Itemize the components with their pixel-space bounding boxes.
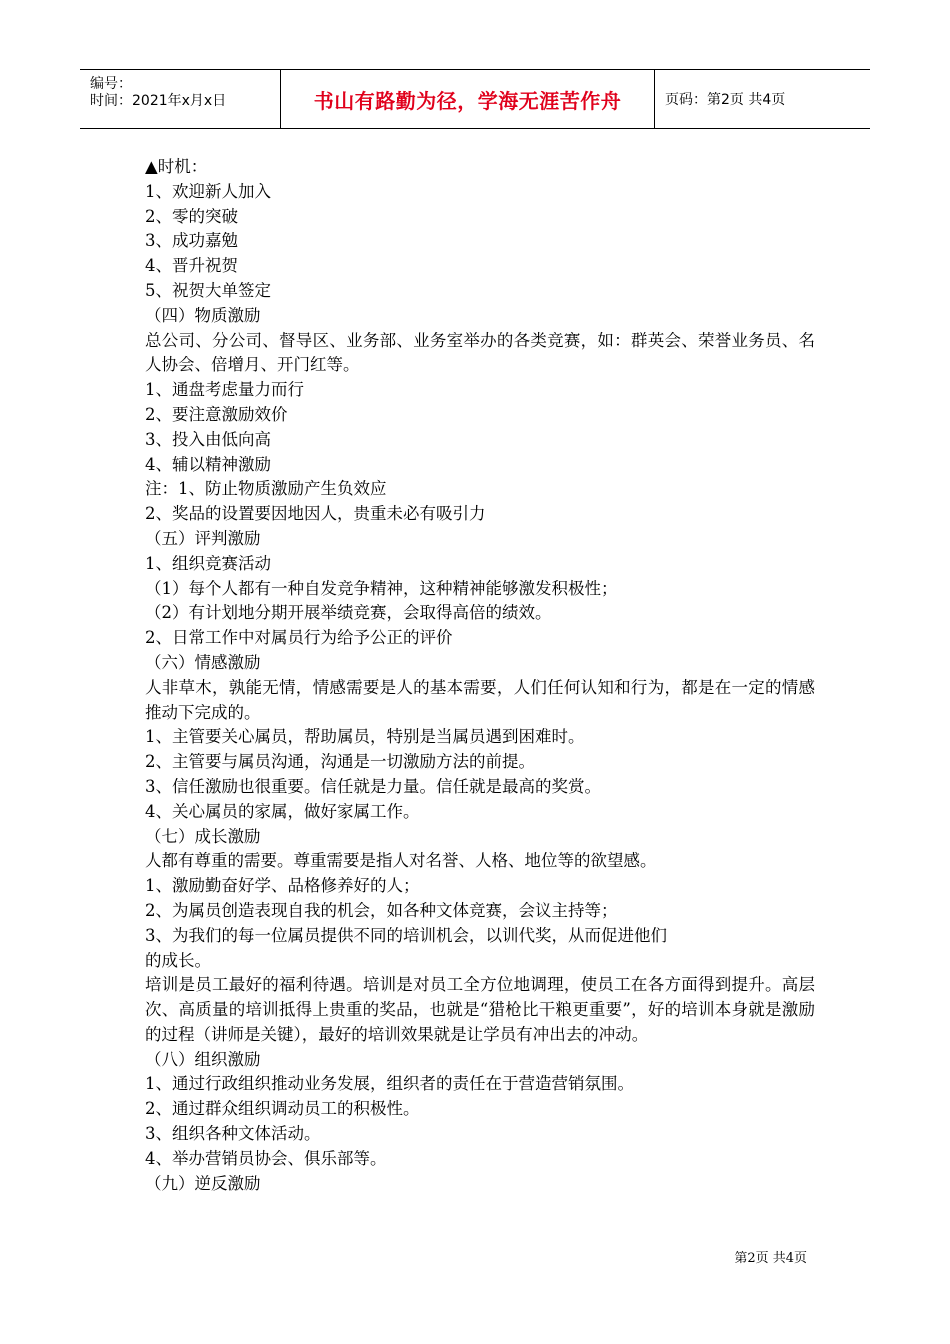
text-line: 1、通盘考虑量力而行 (145, 380, 304, 400)
text-line: 1、欢迎新人加入 (145, 181, 271, 201)
text-line: ▲时机： (145, 157, 208, 176)
section-heading: （九）逆反激励 (145, 1173, 261, 1193)
text-line: 1、通过行政组织推动业务发展，组织者的责任在于营造营销氛围。 (145, 1074, 634, 1094)
text-line: 2、为属员创造表现自我的机会，如各种文体竞赛，会议主持等； (145, 900, 618, 920)
header-meta (80, 70, 281, 128)
text-line: 2、零的突破 (145, 206, 238, 226)
section-heading: （八）组织激励 (145, 1049, 261, 1069)
section-heading: （六）情感激励 (145, 652, 261, 672)
text-line: 1、主管要关心属员，帮助属员，特别是当属员遇到困难时。 (145, 727, 585, 747)
text-line: 1、组织竞赛活动 (145, 553, 271, 573)
text-line: （1）每个人都有一种自发竞争精神，这种精神能够激发积极性； (145, 578, 618, 598)
text-line: 4、晋升祝贺 (145, 256, 238, 276)
paragraph: 总公司、分公司、督导区、业务部、业务室举办的各类竞赛，如：群英会、荣誉业务员、名人协会、倍增月、开门红等。 (145, 330, 815, 375)
code-label: 编号： (90, 76, 132, 92)
text-line: 2、要注意激励效价 (145, 404, 288, 424)
text-line: 人都有尊重的需要。尊重需要是指人对名誉、人格、地位等的欲望感。 (145, 851, 657, 871)
section-heading: （四）物质激励 (145, 305, 261, 325)
text-line: 2、主管要与属员沟通，沟通是一切激励方法的前提。 (145, 752, 535, 772)
text-line: 2、通过群众组织调动员工的积极性。 (145, 1099, 420, 1119)
text-line: 4、关心属员的家属，做好家属工作。 (145, 801, 420, 821)
section-heading: （七）成长激励 (145, 826, 261, 846)
text-line: （2）有计划地分期开展举绩竞赛，会取得高倍的绩效。 (145, 603, 552, 623)
text-line: 4、举办营销员协会、俱乐部等。 (145, 1148, 387, 1168)
paragraph: 人非草木，孰能无情，情感需要是人的基本需要，人们任何认知和行为，都是在一定的情感推动下完成的。 (145, 677, 815, 722)
page-footer: 第2页 共4页 (734, 1251, 807, 1266)
page-header (80, 69, 870, 129)
header-motto-cell (281, 70, 655, 128)
text-line: 3、投入由低向高 (145, 429, 271, 449)
header-page-cell (655, 70, 870, 128)
time-label: 时间：2021年x月x日 (90, 93, 227, 109)
document-body (145, 155, 815, 1196)
text-line: 2、日常工作中对属员行为给予公正的评价 (145, 628, 453, 648)
paragraph: 培训是员工最好的福利待遇。培训是对员工全方位地调理，使员工在各方面得到提升。高层次、高质量的培训抵得上贵重的奖品，也就是“猎枪比干粮更重要”，好的培训本身就是激励的过程（讲师是关键），最好的培训效果就是让学员有冲出去的冲动。 (145, 975, 815, 1044)
motto: 书山有路勤为径，学海无涯苦作舟 (313, 88, 622, 113)
text-line: 注：1、防止物质激励产生负效应 (145, 479, 387, 499)
text-line: 4、辅以精神激励 (145, 454, 271, 474)
text-line: 2、奖品的设置要因地因人，贵重未必有吸引力 (145, 504, 486, 524)
text-line: 3、组织各种文体活动。 (145, 1124, 321, 1144)
text-line: 3、为我们的每一位属员提供不同的培训机会，以训代奖，从而促进他们 (145, 925, 667, 945)
page-info: 页码：第2页 共4页 (665, 92, 786, 108)
text-line: 1、激励勤奋好学、品格修养好的人； (145, 876, 420, 896)
text-line: 5、祝贺大单签定 (145, 280, 271, 300)
text-line: 3、成功嘉勉 (145, 231, 238, 251)
text-line: 的成长。 (145, 950, 211, 970)
section-heading: （五）评判激励 (145, 528, 261, 548)
text-line: 3、信任激励也很重要。信任就是力量。信任就是最高的奖赏。 (145, 776, 601, 796)
